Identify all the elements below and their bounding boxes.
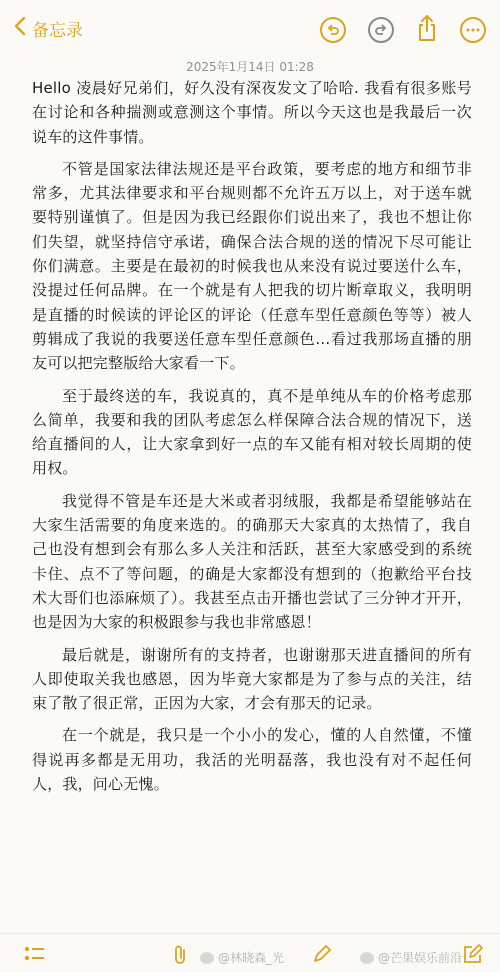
chevron-left-icon	[14, 16, 32, 41]
paragraph: 不管是国家法律法规还是平台政策，要考虑的地方和细节非常多，尤其法律要求和平台规则都不允许五万以上，对于送车就要特别谨慎了。但是因为我已经跟你们说出来了，我也不想让你们失望，就坚持信守承诺，确保合法合规的送的情况下尽可能让你们满意。主要是在最初的时候我也从来没有说过要送什么车，没提过任何品牌。在一个就是有人把我的切片断章取义，我明明是直播的时候读的评论区的评论（任意车型任意颜色等等）被人剪辑成了我说的我要送任意车型任意颜色...看过我那场直播的朋友可以把完整版给大家看一下。	[32, 159, 472, 373]
share-icon[interactable]	[416, 14, 438, 46]
note-timestamp: 2025年1月14日 01:28	[186, 60, 314, 74]
redo-icon[interactable]	[368, 17, 394, 43]
back-label: 备忘录	[32, 21, 83, 41]
weibo-watermark: @芒果娱乐前沿	[360, 949, 462, 966]
compose-icon[interactable]	[462, 944, 484, 968]
checklist-icon[interactable]	[24, 944, 46, 968]
markup-pen-icon[interactable]	[312, 944, 332, 968]
weibo-watermark: @林晓森_光	[200, 949, 284, 966]
paragraph: 在一个就是，我只是一个小小的发心，懂的人自然懂，不懂得说再多都是无用功，我活的光明磊落，我也没有对不起任何人，我，问心无愧。	[32, 726, 472, 794]
back-button[interactable]	[14, 16, 83, 41]
paragraph: 我觉得不管是车还是大米或者羽绒服，我都是希望能够站在大家生活需要的角度来选的。的确那天大家真的太热情了，我自己也没有想到会有那么多人关注和活跃，甚至大家感受到的系统卡住、点不了等问题，的确是大家都没有想到的（抱歉给平台技术大哥们也添麻烦了）。我甚至点击开播也尝试了三分钟才开开，也是因为大家的积极跟参与我也非常感恩！	[32, 491, 472, 632]
more-icon[interactable]	[460, 17, 486, 43]
bottom-toolbar	[0, 933, 500, 972]
paragraph: Hello 凌晨好兄弟们，好久没有深夜发文了哈哈. 我看有很多账号在讨论和各种揣测或意测这个事情。所以今天这也是我最后一次说车的这件事情。	[32, 79, 472, 146]
paragraph: 最后就是，谢谢所有的支持者，也谢谢那天进直播间的所有人即使取关我也感恩，因为毕竟大家都是为了参与点的关注，结束了散了很正常，正因为大家，才会有那天的记录。	[32, 645, 472, 713]
undo-icon[interactable]	[320, 17, 346, 43]
top-navigation-bar	[0, 0, 500, 58]
attachment-icon[interactable]	[172, 944, 188, 970]
weibo-logo-icon	[200, 952, 214, 964]
note-body[interactable]	[32, 76, 472, 804]
paragraph: 至于最终送的车，我说真的，真不是单纯从车的价格考虑那么简单，我要和我的团队考虑怎么样保障合法合规的情况下，送给直播间的人，让大家拿到好一点的车又能有相对较长周期的使用权。	[32, 386, 472, 478]
weibo-logo-icon	[360, 952, 374, 964]
